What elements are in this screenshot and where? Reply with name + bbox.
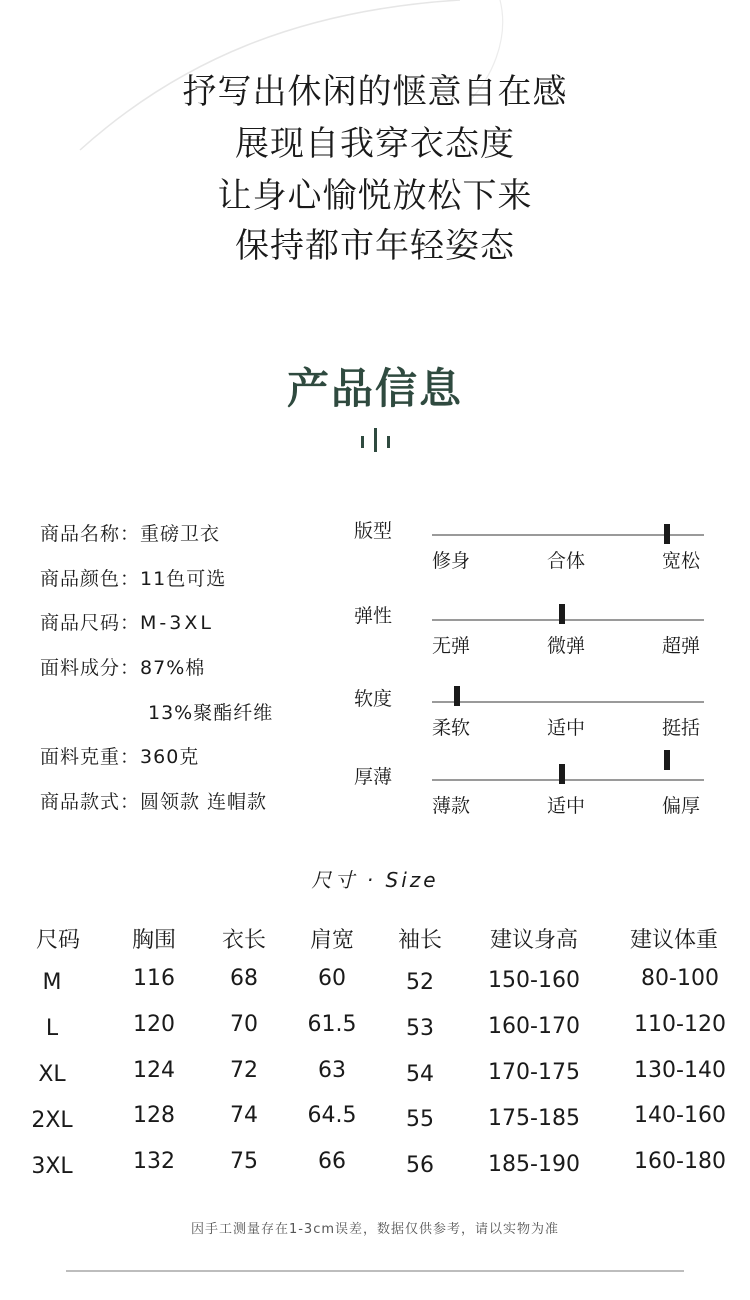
info-row-weight — [40, 742, 199, 769]
info-row-color — [40, 564, 226, 591]
info-label: 商品尺码： — [40, 612, 141, 634]
scale-softness-tick-high: 挺括 — [662, 717, 701, 739]
cell-chest: 132 — [133, 1149, 175, 1174]
scale-softness-tick-mid: 适中 — [547, 717, 586, 739]
scale-thickness-marker — [559, 764, 565, 784]
cell-sleeve: 52 — [406, 970, 434, 995]
cell-height: 175-185 — [488, 1106, 580, 1131]
cell-chest: 120 — [133, 1012, 175, 1037]
cell-sleeve: 53 — [406, 1016, 434, 1041]
scale-thickness-marker-alt — [664, 750, 670, 770]
cell-height: 150-160 — [488, 968, 580, 993]
header-cell-shoulder: 肩宽 — [309, 928, 354, 953]
cell-shoulder: 66 — [318, 1149, 346, 1174]
cell-shoulder: 63 — [318, 1058, 346, 1083]
cell-size: 3XL — [31, 1154, 73, 1179]
cell-length: 72 — [230, 1058, 258, 1083]
scale-thickness-tick-low: 薄款 — [432, 795, 471, 817]
info-value: 360克 — [140, 746, 200, 768]
info-row-size — [40, 608, 214, 635]
info-value: 圆领款 连帽款 — [140, 791, 268, 813]
scale-thickness-tick-high: 偏厚 — [662, 795, 701, 817]
info-row-fabric-2 — [148, 698, 273, 725]
info-label: 商品颜色： — [40, 568, 141, 590]
cell-length: 74 — [230, 1103, 258, 1128]
cell-length: 70 — [230, 1012, 258, 1037]
cell-size: 2XL — [31, 1108, 73, 1133]
info-value: 13%聚酯纤维 — [148, 702, 274, 724]
slogan-line-4: 保持都市年轻姿态 — [235, 226, 515, 266]
scale-elastic-line — [432, 619, 704, 621]
scale-softness-marker — [454, 686, 460, 706]
scale-elastic-tick-low: 无弹 — [432, 635, 471, 657]
scale-fit-label: 版型 — [354, 520, 393, 542]
measurement-footnote: 因手工测量存在1-3cm误差，数据仅供参考，请以实物为准 — [190, 1222, 560, 1237]
scale-fit-tick-high: 宽松 — [662, 550, 701, 572]
header-cell-chest: 胸围 — [131, 928, 176, 953]
cell-height: 185-190 — [488, 1152, 580, 1177]
cell-weight: 130-140 — [634, 1058, 726, 1083]
cell-chest: 116 — [133, 966, 175, 991]
cell-sleeve: 56 — [406, 1153, 434, 1178]
scale-elastic-label: 弹性 — [354, 605, 393, 627]
header-cell-length: 衣长 — [221, 928, 266, 953]
header-cell-sleeve: 袖长 — [397, 928, 442, 953]
cell-length: 75 — [230, 1149, 258, 1174]
slogan-line-2: 展现自我穿衣态度 — [235, 124, 515, 164]
info-row-style — [40, 787, 267, 814]
scale-softness-line — [432, 701, 704, 703]
scale-elastic-tick-mid: 微弹 — [547, 635, 586, 657]
slogan-line-3: 让身心愉悦放松下来 — [217, 176, 533, 216]
scale-thickness-tick-mid: 适中 — [547, 795, 586, 817]
cell-weight: 160-180 — [634, 1149, 726, 1174]
info-row-name — [40, 519, 220, 546]
info-value: 重磅卫衣 — [140, 523, 221, 545]
scale-elastic-marker — [559, 604, 565, 624]
cell-weight: 110-120 — [634, 1012, 726, 1037]
info-value: 87%棉 — [140, 657, 206, 679]
scale-thickness-label: 厚薄 — [354, 766, 393, 788]
scale-softness-label: 软度 — [354, 688, 393, 710]
header-cell-height: 建议身高 — [489, 928, 578, 953]
cell-height: 160-170 — [488, 1014, 580, 1039]
cell-chest: 128 — [133, 1103, 175, 1128]
bottom-divider — [66, 1270, 684, 1272]
cell-length: 68 — [230, 966, 258, 991]
cell-shoulder: 61.5 — [307, 1012, 357, 1037]
product-info-title: 产品信息 — [286, 364, 463, 413]
size-heading: 尺寸 · Size — [311, 868, 439, 892]
scale-thickness-line — [432, 779, 704, 781]
cell-shoulder: 64.5 — [307, 1103, 357, 1128]
cell-sleeve: 55 — [406, 1107, 434, 1132]
scale-elastic-tick-high: 超弹 — [662, 635, 701, 657]
cell-height: 170-175 — [488, 1060, 580, 1085]
info-value: M-3XL — [140, 612, 214, 634]
header-cell-weight: 建议体重 — [629, 928, 718, 953]
cell-sleeve: 54 — [406, 1062, 434, 1087]
cell-size: L — [45, 1016, 59, 1041]
cell-weight: 80-100 — [641, 966, 719, 991]
info-label: 商品款式： — [40, 791, 141, 813]
slogan-line-1: 抒写出休闲的惬意自在感 — [182, 72, 568, 112]
cell-size: XL — [38, 1062, 66, 1087]
cell-chest: 124 — [133, 1058, 175, 1083]
header-cell-size: 尺码 — [35, 928, 80, 953]
info-row-fabric — [40, 653, 205, 680]
info-label: 商品名称： — [40, 523, 141, 545]
cell-weight: 140-160 — [634, 1103, 726, 1128]
cell-shoulder: 60 — [318, 966, 346, 991]
info-label: 面料成分： — [40, 657, 141, 679]
scale-fit-tick-mid: 合体 — [547, 550, 586, 572]
scale-fit-tick-low: 修身 — [432, 550, 471, 572]
cell-size: M — [42, 970, 62, 995]
scale-softness-tick-low: 柔软 — [432, 717, 471, 739]
scale-fit-marker — [664, 524, 670, 544]
info-value: 11色可选 — [140, 568, 227, 590]
info-label: 面料克重： — [40, 746, 141, 768]
